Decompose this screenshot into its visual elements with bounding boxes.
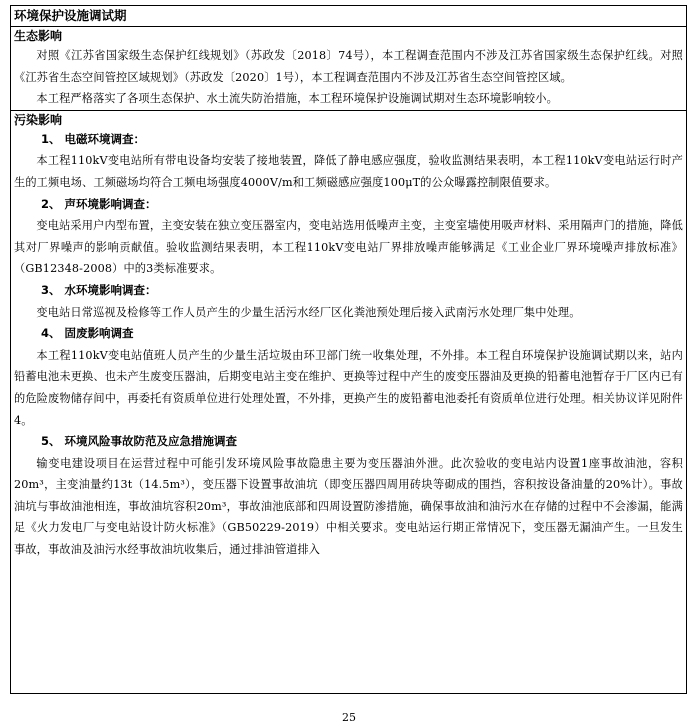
ecology-cell [11,27,686,111]
report-table [10,5,687,694]
section-paragraph: 变电站采用户内型布置，主变安装在独立变压器室内，变电站选用低噪声主变，主变室墙使用吸声材料、采用隔声门的措施，降低其对厂界噪声的影响贡献值。验收监测结果表明，本工程110kV变电站厂界排放噪声能够满足《工业企业厂界环境噪声排放标准》（GB12348-2008）中的3类标准要求。 [14,219,683,276]
pollution-cell [11,111,686,561]
section-paragraph: 本工程110kV变电站值班人员产生的少量生活垃圾由环卫部门统一收集处理，不外排。本工程自环境保护设施调试期以来，站内铅蓄电池未更换、也未产生废变压器油，后期变电站主变在维护、更换等过程中产生的废变压器油及更换的铅蓄电池暂存于厂区内已有的危险废物储存间中，再委托有资质单位进行处理处置，不外排，更换产生的废铅蓄电池委托有资质单位进行处理。相关协议详见附件4。 [14,348,683,427]
ecology-paragraph: 本工程严格落实了各项生态保护、水土流失防治措施，本工程环境保护设施调试期对生态环境影响较小。 [36,92,558,106]
section-heading-risk: 5、 环境风险事故防范及应急措施调查 [41,434,238,449]
table-title: 环境保护设施调试期 [11,6,686,27]
ecology-label: 生态影响 [14,29,63,43]
ecology-paragraph: 对照《江苏省国家级生态保护红线规划》（苏政发〔2018〕74号），本工程调查范围内不涉及江苏省国家级生态保护红线。对照《江苏省生态空间管控区域规划》（苏政发〔2020〕1号），本工程调查范围内不涉及江苏省生态空间管控区域。 [14,49,683,84]
section-paragraph: 变电站日常巡视及检修等工作人员产生的少量生活污水经厂区化粪池预处理后接入武南污水处理厂集中处理。 [36,305,581,319]
page-number: 25 [342,711,356,724]
pollution-label: 污染影响 [14,112,63,127]
section-heading-noise: 2、 声环境影响调查： [41,196,157,211]
section-heading-electromagnetic: 1、 电磁环境调查： [41,131,146,146]
section-heading-water: 3、 水环境影响调查： [41,282,157,297]
section-paragraph: 本工程110kV变电站所有带电设备均安装了接地装置，降低了静电感应强度，验收监测结果表明，本工程110kV变电站运行时产生的工频电场、工频磁场均符合工频电场强度4000V/m和工频磁感应强度100μT的公众曝露控制限值要求。 [14,154,683,189]
section-paragraph: 输变电建设项目在运营过程中可能引发环境风险事故隐患主要为变压器油外泄。此次验收的变电站内设置1座事故油池，容积20m³，主变油量约13t（14.5m³），变压器下设置事故油坑（即变压器四周用砖块等砌成的围挡，容积按设备油量的20%计）。事故油坑与事故油池相连，事故油坑容积20m³，事故油池底部和四周设置防渗措施，确保事故油和油污水在存储的过程中不会渗漏，能满足《火力发电厂与变电站设计防火标准》（GB50229-2019）中相关要求。变电站运行期正常情况下，变压器无漏油产生。一旦发生事故，事故油及油污水经事故油坑收集后，通过排油管道排入 [14,456,683,557]
section-heading-solid-waste: 4、 固废影响调查 [41,326,134,341]
